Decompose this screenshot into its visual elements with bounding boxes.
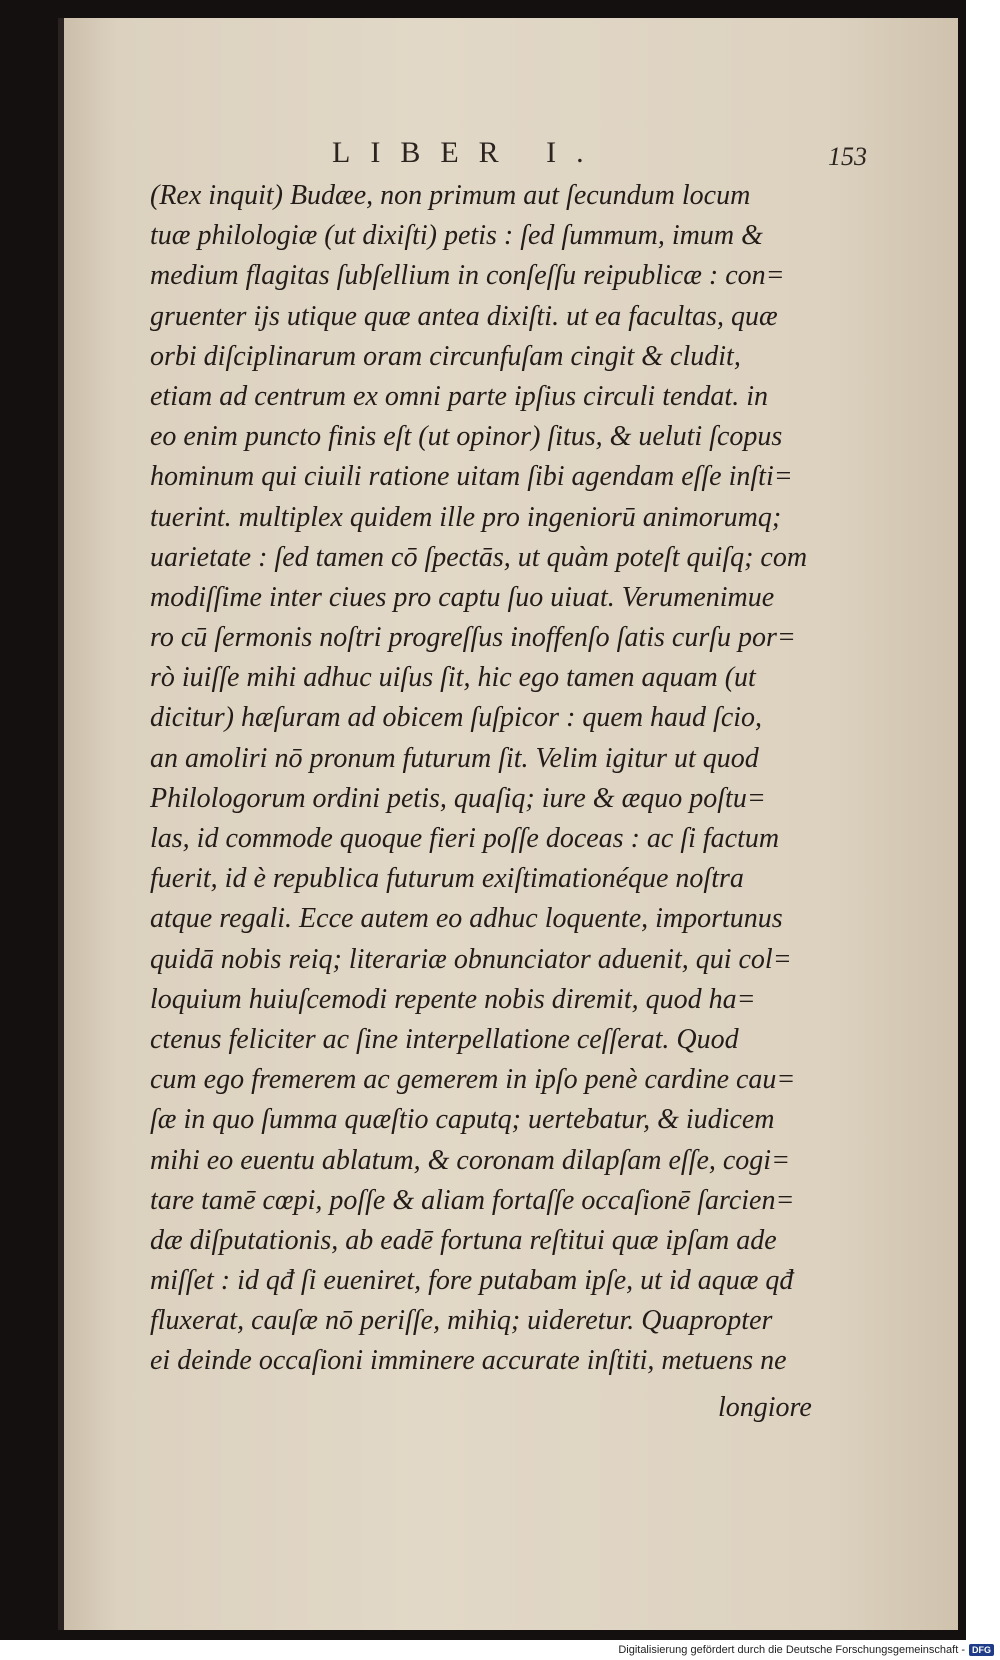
text-line: rò iuiſſe mihi adhuc uiſus ſit, hic ego tamen aquam (ut	[150, 662, 756, 694]
digitization-credit	[618, 1644, 994, 1656]
text-line: fuerit, id è republica futurum exiſtimationéque noſtra	[150, 863, 744, 895]
text-line: tuerint. multiplex quidem ille pro ingeniorū animorumq;	[150, 501, 782, 533]
text-line: fluxerat, cauſæ nō periſſe, mihiq; uideretur. Quapropter	[150, 1305, 773, 1337]
text-line: ei deinde occaſioni imminere accurate inſtiti, metuens ne	[150, 1345, 787, 1377]
text-line: orbi diſciplinarum oram circunfuſam cingit & cludit,	[150, 340, 741, 372]
dfg-logo-icon: DFG	[969, 1644, 994, 1656]
text-line: uarietate : ſed tamen cō ſpectās, ut quàm poteſt quiſq; com	[150, 541, 808, 573]
running-head: LIBER I.	[332, 136, 604, 169]
page-number: 153	[828, 142, 867, 171]
text-line: (Rex inquit) Budæe, non primum aut ſecundum locum	[150, 180, 751, 211]
credit-text: Digitalisierung gefördert durch die Deutsche Forschungsgemeinschaft -	[618, 1644, 965, 1656]
text-line: tare tamē cœpi, poſſe & aliam fortaſſe occaſionē ſarcien=	[150, 1184, 795, 1216]
text-block	[150, 176, 840, 1382]
text-line: quidā nobis reiq; literariæ obnunciator aduenit, qui col=	[150, 943, 792, 975]
text-line: miſſet : id qđ ſi eueniret, fore putabam ipſe, ut id aquæ qđ	[150, 1265, 794, 1297]
text-line: ſæ in quo ſumma quæſtio caputq; uertebatur, & iudicem	[150, 1104, 775, 1136]
text-line: dæ diſputationis, ab eadē fortuna reſtitui quæ ipſam ade	[150, 1224, 777, 1256]
book-page	[58, 18, 958, 1630]
text-line: eo enim puncto finis eſt (ut opinor) ſitus, & ueluti ſcopus	[150, 421, 783, 453]
text-line: medium flagitas ſubſellium in conſeſſu reipublicæ : con=	[150, 260, 785, 292]
text-line: Philologorum ordini petis, quaſiq; iure & æquo poſtu=	[150, 782, 766, 814]
text-line: ctenus feliciter ac ſine interpellatione ceſſerat. Quod	[150, 1023, 739, 1055]
text-line: dicitur) hæſuram ad obicem ſuſpicor : quem haud ſcio,	[150, 702, 763, 734]
text-line: gruenter ijs utique quæ antea dixiſti. ut ea facultas, quæ	[150, 300, 778, 332]
text-line: tuæ philologiæ (ut dixiſti) petis : ſed ſummum, imum &	[150, 220, 763, 252]
text-line: mihi eo euentu ablatum, & coronam dilapſam eſſe, cogi=	[150, 1144, 790, 1176]
text-line: an amoliri nō pronum futurum ſit. Velim igitur ut quod	[150, 742, 759, 774]
text-line: las, id commode quoque fieri poſſe doceas : ac ſi factum	[150, 823, 780, 854]
text-line: ro cū ſermonis noſtri progreſſus inoffenſo ſatis curſu por=	[150, 622, 796, 654]
text-line: atque regali. Ecce autem eo adhuc loquente, importunus	[150, 903, 783, 935]
text-line: hominum qui ciuili ratione uitam ſibi agendam eſſe inſti=	[150, 461, 793, 493]
text-line: loquium huiuſcemodi repente nobis diremit, quod ha=	[150, 983, 756, 1015]
catchword: longiore	[718, 1392, 812, 1423]
text-line: cum ego fremerem ac gemerem in ipſo penè cardine cau=	[150, 1064, 796, 1096]
text-line: etiam ad centrum ex omni parte ipſius circuli tendat. in	[150, 380, 768, 412]
text-line: modiſſime inter ciues pro captu ſuo uiuat. Verumenimue	[150, 581, 775, 613]
